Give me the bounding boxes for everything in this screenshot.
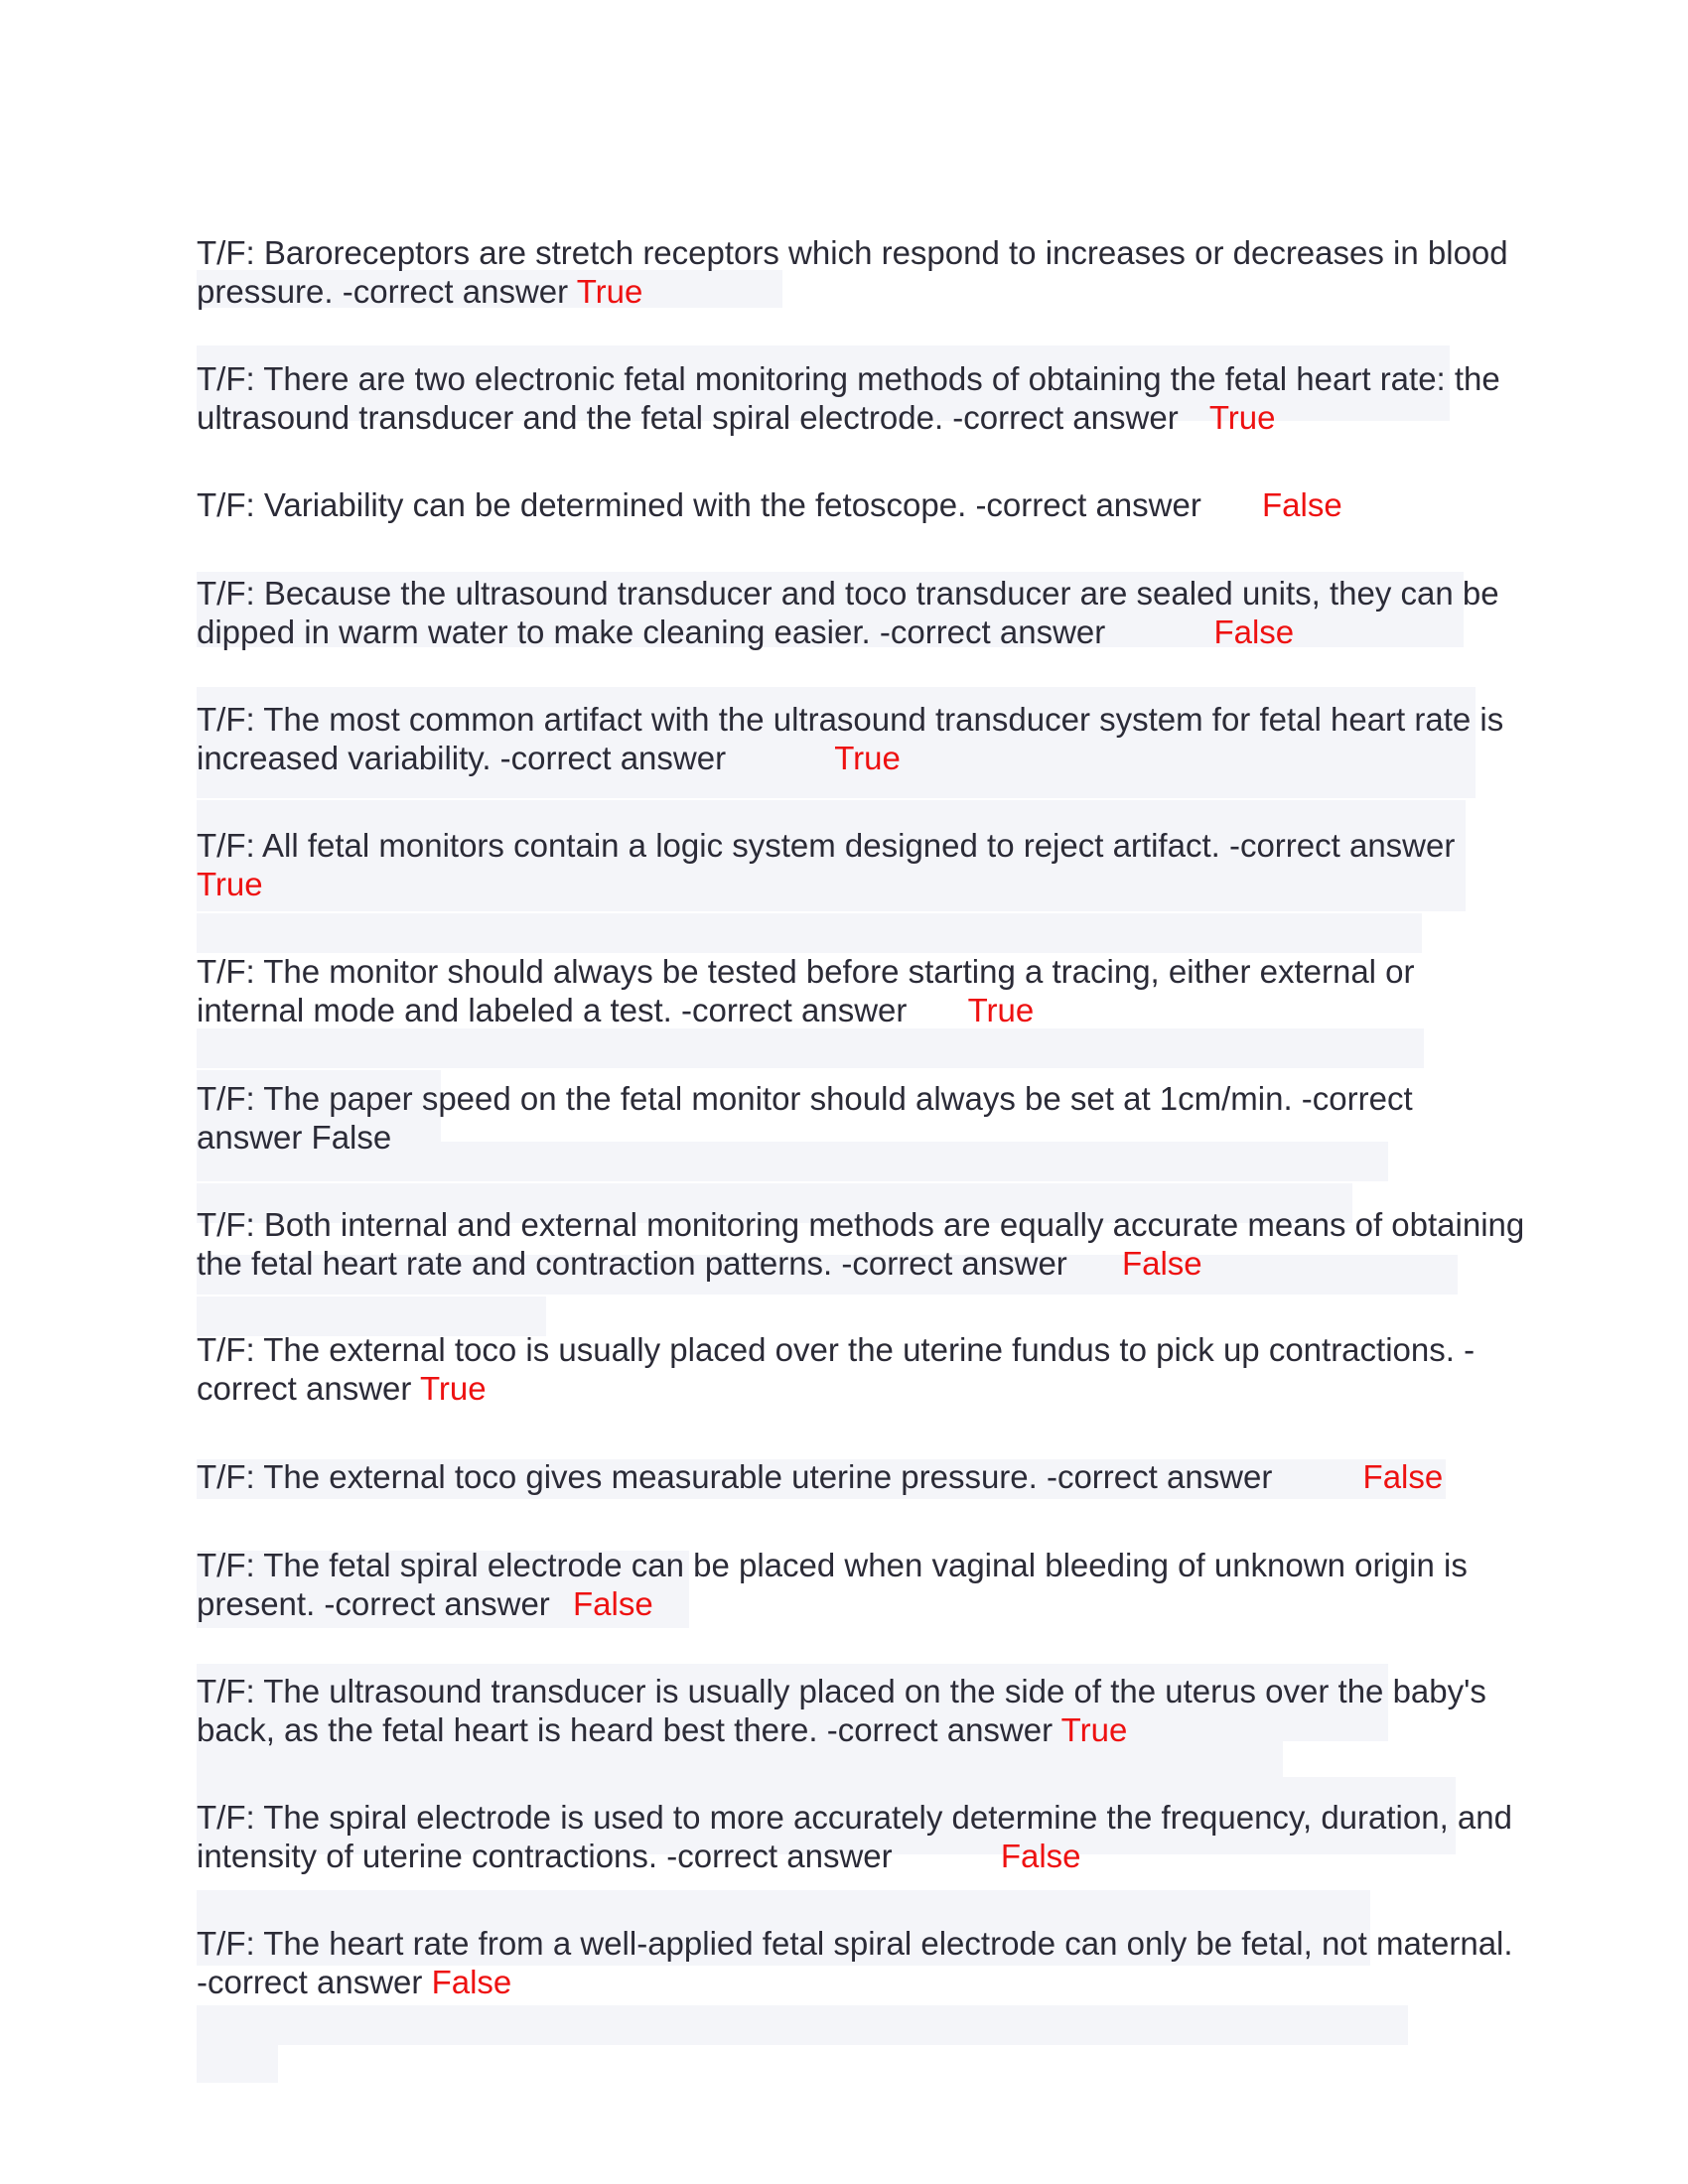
question-text: T/F: Because the ultrasound transducer and toco transducer are sealed units, they can be dipped in warm water to make cleaning easier. -correct answer [197, 575, 1499, 650]
answer-text: True [1060, 1711, 1128, 1748]
highlight-band [197, 2005, 1408, 2045]
question-item [197, 826, 1527, 903]
question-text: T/F: The paper speed on the fetal monitor should always be set at 1cm/min. -correct answer False [197, 1080, 1413, 1156]
question-text: T/F: The fetal spiral electrode can be placed when vaginal bleeding of unknown origin is present. -correct answer [197, 1547, 1468, 1622]
question-text: T/F: The spiral electrode is used to more accurately determine the frequency, duration, and intensity of uterine contractions. -correct answer [197, 1799, 1512, 1874]
answer-text: True [576, 273, 643, 310]
answer-text: False [1121, 1245, 1202, 1282]
answer-text: False [431, 1964, 512, 2000]
question-item [197, 700, 1527, 777]
highlight-band [197, 2045, 278, 2083]
answer-text: True [197, 866, 263, 902]
question-item [197, 1546, 1527, 1623]
question-text: T/F: Baroreceptors are stretch receptors which respond to increases or decreases in blood pressure. -correct answer [197, 234, 1508, 310]
answer-text: True [967, 992, 1035, 1028]
question-item [197, 1205, 1527, 1283]
question-item [197, 485, 1527, 524]
question-item [197, 1079, 1527, 1157]
question-item [197, 1330, 1527, 1408]
highlight-band [197, 913, 1422, 953]
question-item [197, 1798, 1527, 1875]
answer-text: True [834, 740, 901, 776]
question-text: T/F: The external toco is usually placed over the uterine fundus to pick up contractions. -correct answer [197, 1331, 1476, 1407]
answer-text: False [1362, 1458, 1444, 1495]
question-text: T/F: All fetal monitors contain a logic system designed to reject artifact. -correct answer [197, 827, 1456, 864]
question-text: T/F: The monitor should always be tested before starting a tracing, either external or internal mode and labeled a test. -correct answer [197, 953, 1415, 1028]
question-text: T/F: The heart rate from a well-applied fetal spiral electrode can only be fetal, not maternal. -correct answer [197, 1925, 1513, 2000]
question-item [197, 1924, 1527, 2001]
answer-text: False [1000, 1838, 1081, 1874]
answer-text: False [1213, 614, 1295, 650]
question-item [197, 574, 1527, 651]
question-text: T/F: The external toco gives measurable uterine pressure. -correct answer [197, 1458, 1273, 1495]
highlight-band [197, 1028, 1424, 1068]
question-item [197, 233, 1527, 311]
question-text: T/F: The most common artifact with the ultrasound transducer system for fetal heart rate is increased variability. -correct answer [197, 701, 1504, 776]
question-text: T/F: Both internal and external monitoring methods are equally accurate means of obtaining the fetal heart rate and contraction patterns. -correct answer [197, 1206, 1525, 1282]
question-item [197, 1672, 1527, 1749]
question-item [197, 359, 1527, 437]
answer-text: False [1262, 486, 1342, 523]
answer-text: False [572, 1585, 653, 1622]
question-item [197, 952, 1527, 1029]
question-text: T/F: There are two electronic fetal monitoring methods of obtaining the fetal heart rate: the ultrasound transducer and the fetal spiral electrode. -correct answer [197, 360, 1500, 436]
question-item [197, 1457, 1527, 1496]
answer-text: True [419, 1370, 487, 1407]
question-text: T/F: The ultrasound transducer is usually placed on the side of the uterus over the baby's back, as the fetal heart is heard best there. -correct answer [197, 1673, 1486, 1748]
question-text: T/F: Variability can be determined with the fetoscope. -correct answer [197, 486, 1201, 523]
answer-text: True [1208, 399, 1276, 436]
